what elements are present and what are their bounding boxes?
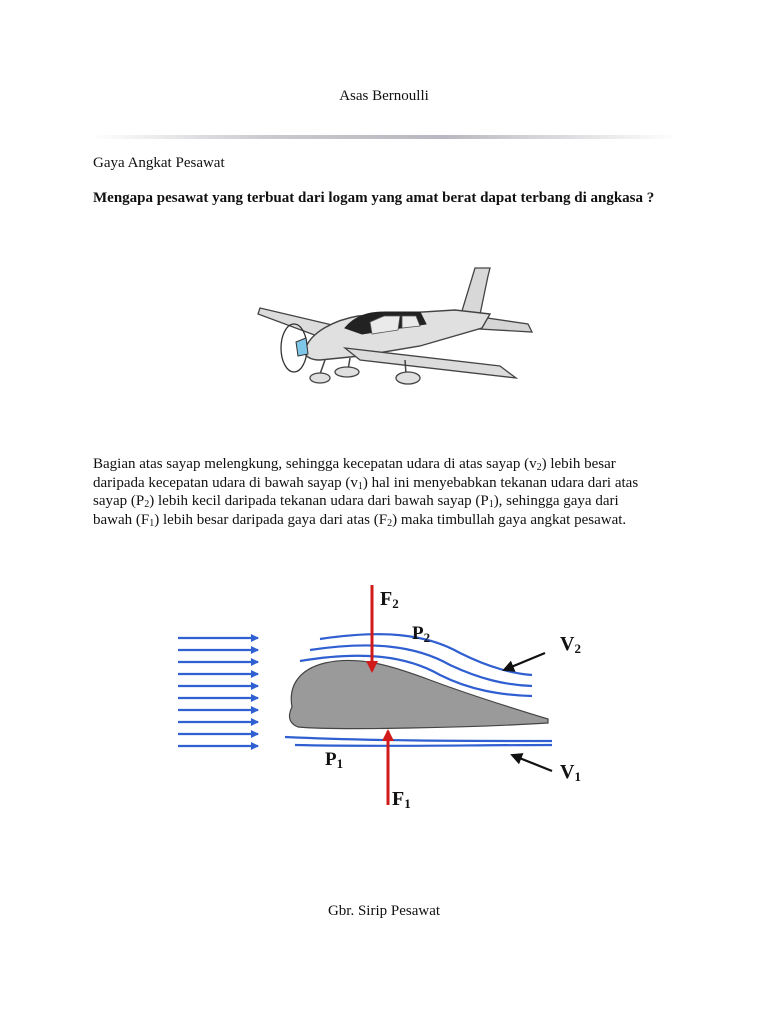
- text-run: ) hal ini menyebabkan tekanan udara dari atas: [362, 474, 639, 491]
- paragraph-line: [93, 512, 683, 531]
- section-subtitle: Gaya Angkat Pesawat: [93, 155, 225, 171]
- text-run: ) lebih besar: [541, 456, 616, 472]
- v1-pointer-arrow: [512, 755, 552, 771]
- text-run: bawah (F: [93, 511, 150, 528]
- text-run: daripada kecepatan udara di bawah sayap (v: [93, 474, 358, 491]
- v2-pointer-arrow: [504, 653, 545, 670]
- text-run: Bagian atas sayap melengkung, sehingga kecepatan udara di atas sayap (v: [93, 456, 537, 472]
- label-v2: V2: [560, 633, 581, 656]
- label-v1: V1: [560, 761, 581, 784]
- text-run: ) lebih besar daripada gaya dari atas (F: [154, 511, 388, 528]
- document-title: Asas Bernoulli: [339, 88, 429, 104]
- subscript: 1: [149, 517, 155, 529]
- explanation-paragraph: [93, 456, 683, 530]
- text-run: ) lebih kecil daripada tekanan udara dari bawah sayap (P: [149, 493, 489, 509]
- subscript: 2: [536, 462, 542, 473]
- text-run: ) maka timbullah gaya angkat pesawat.: [392, 511, 627, 528]
- subscript: 1: [357, 480, 363, 492]
- horizontal-rule: [92, 135, 678, 139]
- paragraph-line: [93, 475, 683, 494]
- label-p1: P1: [325, 749, 344, 771]
- subscript: 1: [488, 499, 494, 510]
- airfoil-diagram: [170, 575, 590, 815]
- figure-caption: Gbr. Sirip Pesawat: [327, 903, 441, 919]
- paragraph-line: [93, 493, 683, 512]
- subscript: 2: [144, 499, 150, 510]
- label-f1: F1: [392, 788, 411, 811]
- label-p2: P2: [412, 623, 431, 645]
- text-run: sayap (P: [93, 493, 145, 509]
- label-f2: F2: [380, 588, 399, 611]
- incoming-flow-arrows: [178, 638, 258, 746]
- question-text: Mengapa pesawat yang terbuat dari logam yang amat berat dapat terbang di angkasa ?: [93, 190, 655, 206]
- lower-streamlines: [285, 737, 552, 746]
- text-run: ), sehingga gaya dari: [493, 493, 619, 509]
- airplane-illustration: [250, 262, 535, 392]
- paragraph-line: [93, 456, 683, 475]
- subscript: 2: [387, 517, 393, 529]
